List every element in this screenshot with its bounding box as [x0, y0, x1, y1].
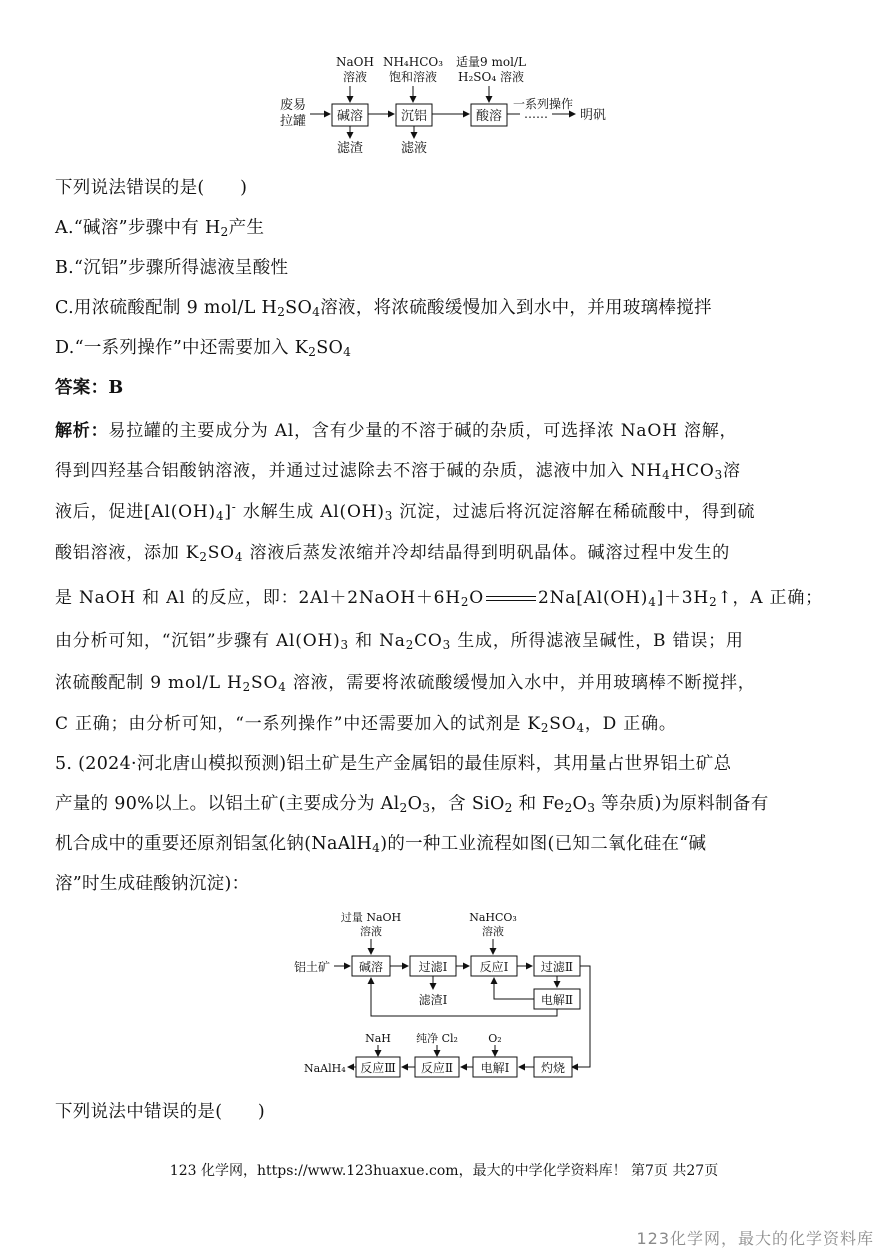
- end-naalh4: NaAlH₄: [304, 1062, 346, 1075]
- q4-option-c: C.用浓硫酸配制 9 mol/L $H_2SO_4$溶液，将浓硫酸缓慢加入到水中，并用玻璃棒搅拌: [55, 298, 712, 320]
- out-lvzha-1: 滤渣Ⅰ: [418, 993, 448, 1007]
- svg-text:NaHCO₃: NaHCO₃: [469, 911, 517, 924]
- start-label: 废易: [279, 98, 307, 113]
- q5-stem: 下列说法中错误的是( ): [55, 1102, 266, 1122]
- out-lvzha: 滤渣: [336, 141, 364, 156]
- svg-text:反应Ⅱ: 反应Ⅱ: [420, 1061, 454, 1075]
- page-footer: 123 化学网，https://www.123huaxue.com，最大的中学化学资料库！ 第7页 共27页: [169, 1163, 719, 1179]
- svg-text:纯净 Cl₂: 纯净 Cl₂: [416, 1032, 458, 1045]
- svg-text:溶液: 溶液: [482, 925, 504, 938]
- q5-line-3: 机合成中的重要还原剂铝氢化钠(NaAlH$_4$)的一种工业流程如图(已知二氧化硅在“碱: [55, 834, 707, 856]
- end-label: 明矾: [579, 108, 607, 123]
- out-lvye: 滤液: [400, 141, 428, 156]
- reagent-naoh-2: 溶液: [342, 70, 368, 84]
- q4-answer: 答案：B: [55, 378, 124, 398]
- svg-text:沉铝: 沉铝: [400, 109, 428, 124]
- reagent-nh4hco3: NH₄HCO₃: [382, 55, 444, 69]
- svg-text:反应Ⅰ: 反应Ⅰ: [479, 960, 509, 974]
- svg-text:过量 NaOH: 过量 NaOH: [340, 911, 402, 924]
- svg-text:碱溶: 碱溶: [358, 960, 384, 974]
- flowchart-alum: [270, 52, 630, 162]
- q4-option-b: B.“沉铝”步骤所得滤液呈酸性: [55, 258, 289, 278]
- svg-text:过滤Ⅰ: 过滤Ⅰ: [418, 960, 448, 974]
- analysis-line-5: 是 NaOH 和 Al 的反应，即：$2Al+2NaOH+6H_2O$ $2Na[Al(OH)_4]+3H_2↑$，A 正确；: [55, 588, 823, 609]
- flowchart-naalh4: [290, 906, 610, 1082]
- equation-equals-sign: [486, 596, 536, 601]
- svg-text:碱溶: 碱溶: [336, 109, 364, 124]
- op-label: 一系列操作: [512, 97, 574, 111]
- analysis-line-6: 由分析可知，“沉铝”步骤有 $Al(OH)_3$ 和 $Na_2CO_3$ 生成，所得滤液呈碱性，B 错误；用: [55, 631, 744, 652]
- reagent-h2so4: 适量9 mol/L: [456, 55, 526, 69]
- svg-text:灼烧: 灼烧: [540, 1061, 566, 1075]
- start-label-2: 拉罐: [279, 114, 307, 129]
- q5-line-2: 产量的 90%以上。以铝土矿(主要成分为 $Al_2O_3$，含 SiO$_2$ 和 $Fe_2O_3$ 等杂质)为原料制备有: [55, 794, 769, 816]
- svg-text:反应Ⅲ: 反应Ⅲ: [360, 1061, 396, 1075]
- svg-text:NaH: NaH: [365, 1032, 391, 1045]
- start-bauxite: 铝土矿: [294, 960, 331, 974]
- q4-option-a: A.“碱溶”步骤中有 $H_2$产生: [55, 218, 265, 240]
- svg-text:电解Ⅱ: 电解Ⅱ: [540, 993, 574, 1007]
- svg-text:溶液: 溶液: [360, 925, 382, 938]
- svg-text:电解Ⅰ: 电解Ⅰ: [480, 1061, 510, 1075]
- svg-text:O₂: O₂: [488, 1032, 502, 1045]
- svg-text:酸溶: 酸溶: [475, 109, 503, 124]
- q4-stem: 下列说法错误的是( ): [55, 178, 248, 198]
- analysis-line-2: 得到四羟基合铝酸钠溶液，并通过过滤除去不溶于碱的杂质，滤液中加入 $NH_4HCO_3$溶: [55, 461, 741, 482]
- svg-text:过滤Ⅱ: 过滤Ⅱ: [540, 960, 574, 974]
- reagent-nh4hco3-2: 饱和溶液: [388, 70, 438, 84]
- analysis-line-4: 酸铝溶液，添加 $K_2SO_4$ 溶液后蒸发浓缩并冷却结晶得到明矾晶体。碱溶过程中发生的: [55, 543, 731, 564]
- q5-line-1: 5. (2024·河北唐山模拟预测)铝土矿是生产金属铝的最佳原料，其用量占世界铝土矿总: [55, 754, 732, 774]
- analysis-line-7: 浓硫酸配制 9 mol/L $H_2SO_4$ 溶液，需要将浓硫酸缓慢加入水中，并用玻璃棒不断搅拌，: [55, 673, 756, 694]
- analysis-line-1: 解析：易拉罐的主要成分为 Al，含有少量的不溶于碱的杂质，可选择浓 NaOH 溶解，: [55, 421, 738, 441]
- reagent-h2so4-2: H₂SO₄ 溶液: [458, 70, 524, 84]
- q5-line-4: 溶”时生成硅酸钠沉淀)：: [55, 874, 250, 894]
- analysis-line-8: C 正确；由分析可知，“一系列操作”中还需要加入的试剂是 $K_2SO_4$，D 正确。: [55, 714, 677, 735]
- watermark: 123化学网，最大的化学资料库: [636, 1229, 874, 1248]
- svg-text:……: ……: [524, 107, 548, 121]
- q4-option-d: D.“一系列操作”中还需要加入 $K_2SO_4$: [55, 338, 352, 360]
- reagent-naoh: NaOH: [336, 55, 374, 69]
- analysis-line-3: 液后，促进$[Al(OH)_4]^-$ 水解生成 $Al(OH)_3$ 沉淀，过滤后将沉淀溶解在稀硫酸中，得到硫: [55, 500, 756, 523]
